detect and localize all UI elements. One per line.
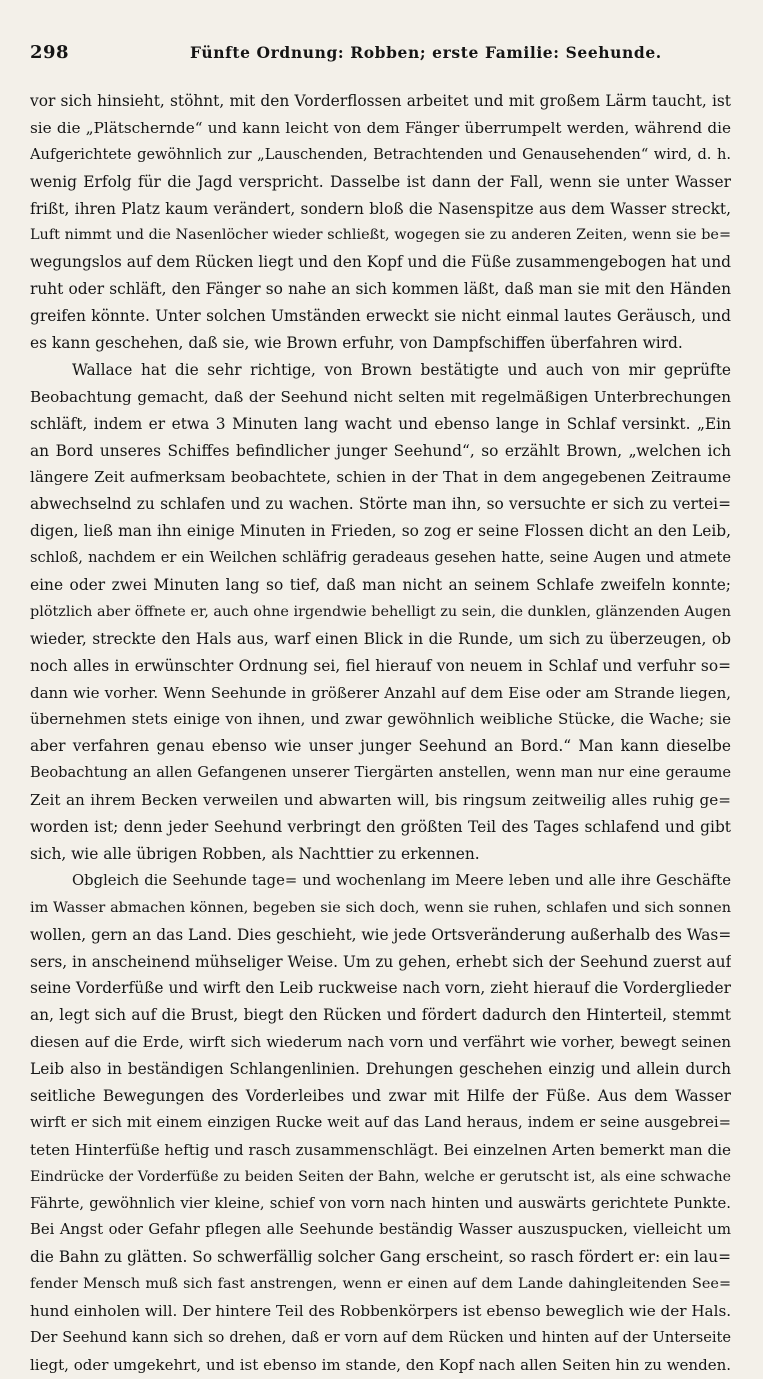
page-header [30,42,731,82]
body-text [30,88,731,1379]
text-line: hund einholen will. Der hintere Teil des Robbenkörpers ist ebenso beweglich wie der Hals. [30,1302,731,1321]
text-line: liegt, oder umgekehrt, und ist ebenso im stande, den Kopf nach allen Seiten hin zu wenden. [30,1355,731,1374]
text-line: an, legt sich auf die Brust, biegt den Rücken und fördert dadurch den Hinterteil, stemmt [30,1006,731,1025]
text-line: noch alles in erwünschter Ordnung sei, fiel hierauf von neuem in Schlaf und verfuhr so= [30,656,731,675]
text-line: Zeit an ihrem Becken verweilen und abwarten will, bis ringsum zeitweilig alles ruhig ge= [30,791,731,810]
text-line: fender Mensch muß sich fast anstrengen, wenn er einen auf dem Lande dahingleitenden See= [30,1276,731,1293]
text-line: schläft, indem er etwa 3 Minuten lang wacht und ebenso lange in Schlaf versinkt. „Ein [30,414,731,433]
text-line: aber verfahren genau ebenso wie unser junger Seehund an Bord.“ Man kann dieselbe [30,737,731,756]
running-head: Fünfte Ordnung: Robben; erste Familie: Seehunde. [190,43,662,62]
text-line: Aufgerichtete gewöhnlich zur „Lauschenden, Betrachtenden und Genausehenden“ wird, d. h. [30,145,731,163]
text-line: es kann geschehen, daß sie, wie Brown erfuhr, von Dampfschiffen überfahren wird. [30,334,683,353]
text-line: an Bord unseres Schiffes befindlicher junger Seehund“, so erzählt Brown, „welchen ich [30,441,731,460]
text-line: worden ist; denn jeder Seehund verbringt den größten Teil des Tages schlafend und gibt [30,818,731,837]
text-line: wenig Erfolg für die Jagd verspricht. Dasselbe ist dann der Fall, wenn sie unter Wasser [30,172,731,191]
text-line: wieder, streckte den Hals aus, warf einen Blick in die Runde, um sich zu überzeugen, ob [30,629,731,648]
text-line: Eindrücke der Vorderfüße zu beiden Seiten der Bahn, welche er gerutscht ist, als eine schwache [30,1168,731,1185]
text-line: diesen auf die Erde, wirft sich wiederum nach vorn und verfährt wie vorher, bewegt seinen [30,1033,731,1052]
text-line: sers, in anscheinend mühseliger Weise. Um zu gehen, erhebt sich der Seehund zuerst auf [30,952,731,971]
text-line: ruht oder schläft, den Fänger so nahe an sich kommen läßt, daß man sie mit den Händen [30,280,731,299]
text-line: plötzlich aber öffnete er, auch ohne irgendwie behelligt zu sein, die dunklen, glänzenden Augen [30,603,731,620]
text-line: Wallace hat die sehr richtige, von Brown bestätigte und auch von mir geprüfte [72,360,731,379]
text-line: längere Zeit aufmerksam beobachtete, schien in der That in dem angegebenen Zeitraume [30,468,731,487]
text-line: wegungslos auf dem Rücken liegt und den Kopf und die Füße zusammengebogen hat und [30,253,731,272]
text-line: die Bahn zu glätten. So schwerfällig solcher Gang erscheint, so rasch fördert er: ein lau= [30,1248,731,1267]
text-line: übernehmen stets einige von ihnen, und zwar gewöhnlich weibliche Stücke, die Wache; sie [30,710,731,729]
text-line: Leib also in beständigen Schlangenlinien. Drehungen geschehen einzig und allein durch [30,1060,731,1079]
text-line: seine Vorderfüße und wirft den Leib ruckweise nach vorn, zieht hierauf die Vorderglieder [30,979,731,998]
text-line: frißt, ihren Platz kaum verändert, sondern bloß die Nasenspitze aus dem Wasser streckt, [30,199,731,218]
text-line: Obgleich die Seehunde tage= und wochenlang im Meere leben und alle ihre Geschäfte [72,871,731,889]
text-line: teten Hinterfüße heftig und rasch zusammenschlägt. Bei einzelnen Arten bemerkt man die [30,1140,731,1159]
text-line: schloß, nachdem er ein Weilchen schläfrig geradeaus gesehen hatte, seine Augen und atmete [30,549,731,567]
text-line: digen, ließ man ihn einige Minuten in Frieden, so zog er seine Flossen dicht an den Leib, [30,522,731,541]
text-line: seitliche Bewegungen des Vorderleibes und zwar mit Hilfe der Füße. Aus dem Wasser [30,1086,731,1105]
text-line: vor sich hinsieht, stöhnt, mit den Vorderflossen arbeitet und mit großem Lärm taucht, ist [30,92,731,110]
text-line: Luft nimmt und die Nasenlöcher wieder schließt, wogegen sie zu anderen Zeiten, wenn sie be= [30,227,731,244]
text-line: wirft er sich mit einem einzigen Rucke weit auf das Land heraus, indem er seine ausgebrei= [30,1113,731,1131]
text-line: Beobachtung gemacht, daß der Seehund nicht selten mit regelmäßigen Unterbrechungen [30,387,731,406]
text-line: Fährte, gewöhnlich vier kleine, schief von vorn nach hinten und auswärts gerichtete Punkte. [30,1194,731,1212]
text-line: wollen, gern an das Land. Dies geschieht, wie jede Ortsveränderung außerhalb des Was= [30,925,731,944]
text-line: sie die „Plätschernde“ und kann leicht von dem Fänger überrumpelt werden, während die [30,118,731,137]
text-line: abwechselnd zu schlafen und zu wachen. Störte man ihn, so versuchte er sich zu vertei= [30,495,731,514]
text-line: sich, wie alle übrigen Robben, als Nachttier zu erkennen. [30,844,480,863]
text-line: Der Seehund kann sich so drehen, daß er vorn auf dem Rücken und hinten auf der Unterseite [30,1328,731,1346]
text-line: greifen könnte. Unter solchen Umständen erweckt sie nicht einmal lautes Geräusch, und [30,307,731,326]
page-number: 298 [30,42,70,63]
text-line: Bei Angst oder Gefahr pflegen alle Seehunde beständig Wasser auszuspucken, vielleicht um [30,1221,731,1239]
text-line: eine oder zwei Minuten lang so tief, daß man nicht an seinem Schlafe zweifeln konnte; [30,576,731,595]
text-line: im Wasser abmachen können, begeben sie sich doch, wenn sie ruhen, schlafen und sich sonnen [30,899,731,916]
text-line: dann wie vorher. Wenn Seehunde in größerer Anzahl auf dem Eise oder am Strande liegen, [30,683,731,702]
text-line: Beobachtung an allen Gefangenen unserer Tiergärten anstellen, wenn man nur eine geraume [30,764,731,782]
